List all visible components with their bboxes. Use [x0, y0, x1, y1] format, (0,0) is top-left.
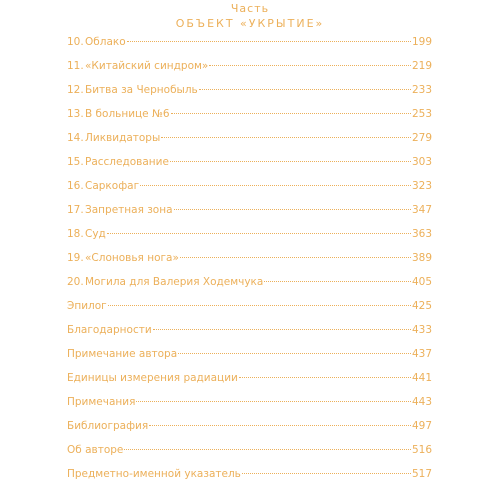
section-title: Благодарности [67, 324, 152, 336]
chapter-title: Расследование [85, 156, 169, 168]
chapter-title: В больнице №6 [85, 108, 170, 120]
toc-entry-back-matter[interactable] [67, 420, 432, 444]
section-title: Предметно-именной указатель [67, 468, 241, 480]
page-number: 389 [411, 252, 432, 264]
leader-dots [108, 305, 411, 306]
chapter-title: Запретная зона [85, 204, 173, 216]
toc-entry-back-matter[interactable] [67, 300, 432, 324]
toc-entry-back-matter[interactable] [67, 468, 432, 492]
leader-dots [124, 449, 411, 450]
chapter-number: 16. [67, 180, 84, 192]
chapter-number: 11. [67, 60, 84, 72]
page-number: 347 [411, 204, 432, 216]
page-number: 233 [411, 84, 432, 96]
toc-entry[interactable] [67, 84, 432, 108]
toc-entry-back-matter[interactable] [67, 372, 432, 396]
page-number: 253 [411, 108, 432, 120]
page-number: 443 [411, 396, 432, 408]
chapter-title: «Китайский синдром» [85, 60, 209, 72]
part-header [0, 0, 500, 31]
chapter-number: 12. [67, 84, 84, 96]
part-title: ОБЪЕКТ «УКРЫТИЕ» [175, 17, 325, 30]
chapter-number: 18. [67, 228, 84, 240]
page-number: 441 [411, 372, 432, 384]
section-title: Примечания [67, 396, 136, 408]
toc-entry-back-matter[interactable] [67, 324, 432, 348]
chapter-title: Могила для Валерия Ходемчука [85, 276, 264, 288]
leader-dots [242, 473, 411, 474]
leader-dots [199, 89, 411, 90]
page-number: 405 [411, 276, 432, 288]
chapter-title: Ликвидаторы [85, 132, 161, 144]
page-number: 516 [411, 444, 432, 456]
page-number: 279 [411, 132, 432, 144]
toc-entry[interactable] [67, 108, 432, 132]
page-number: 303 [411, 156, 432, 168]
part-label: Часть [230, 2, 270, 15]
leader-dots [170, 161, 411, 162]
leader-dots [161, 137, 411, 138]
chapter-title: Битва за Чернобыль [85, 84, 198, 96]
leader-dots [180, 257, 411, 258]
chapter-number: 14. [67, 132, 84, 144]
section-title: Эпилог [67, 300, 107, 312]
toc-entry[interactable] [67, 228, 432, 252]
leader-dots [153, 329, 411, 330]
chapter-title: «Слоновья нога» [85, 252, 179, 264]
chapter-number: 13. [67, 108, 84, 120]
leader-dots [209, 65, 411, 66]
leader-dots [178, 353, 411, 354]
toc-entry[interactable] [67, 252, 432, 276]
leader-dots [149, 425, 411, 426]
page-number: 433 [411, 324, 432, 336]
chapter-title: Саркофаг [85, 180, 140, 192]
page-number: 219 [411, 60, 432, 72]
chapter-number: 10. [67, 36, 84, 48]
toc-entry[interactable] [67, 180, 432, 204]
chapter-number: 19. [67, 252, 84, 264]
chapter-title: Суд [85, 228, 106, 240]
leader-dots [171, 113, 411, 114]
leader-dots [127, 41, 411, 42]
leader-dots [140, 185, 411, 186]
section-title: Библиография [67, 420, 149, 432]
toc-entry[interactable] [67, 132, 432, 156]
page-number: 497 [411, 420, 432, 432]
leader-dots [239, 377, 411, 378]
leader-dots [107, 233, 411, 234]
page-number: 363 [411, 228, 432, 240]
table-of-contents [67, 36, 432, 492]
section-title: Об авторе [67, 444, 124, 456]
toc-entry[interactable] [67, 60, 432, 84]
section-title: Единицы измерения радиации [67, 372, 238, 384]
page-number: 437 [411, 348, 432, 360]
page-number: 199 [411, 36, 432, 48]
toc-entry[interactable] [67, 276, 432, 300]
chapter-number: 15. [67, 156, 84, 168]
toc-entry-back-matter[interactable] [67, 348, 432, 372]
page-number: 517 [411, 468, 432, 480]
page-number: 323 [411, 180, 432, 192]
toc-entry[interactable] [67, 36, 432, 60]
leader-dots [136, 401, 411, 402]
section-title: Примечание автора [67, 348, 178, 360]
chapter-title: Облако [85, 36, 126, 48]
leader-dots [264, 281, 411, 282]
chapter-number: 17. [67, 204, 84, 216]
chapter-number: 20. [67, 276, 84, 288]
leader-dots [174, 209, 411, 210]
page-number: 425 [411, 300, 432, 312]
toc-entry[interactable] [67, 204, 432, 228]
toc-entry-back-matter[interactable] [67, 396, 432, 420]
toc-entry[interactable] [67, 156, 432, 180]
toc-entry-back-matter[interactable] [67, 444, 432, 468]
